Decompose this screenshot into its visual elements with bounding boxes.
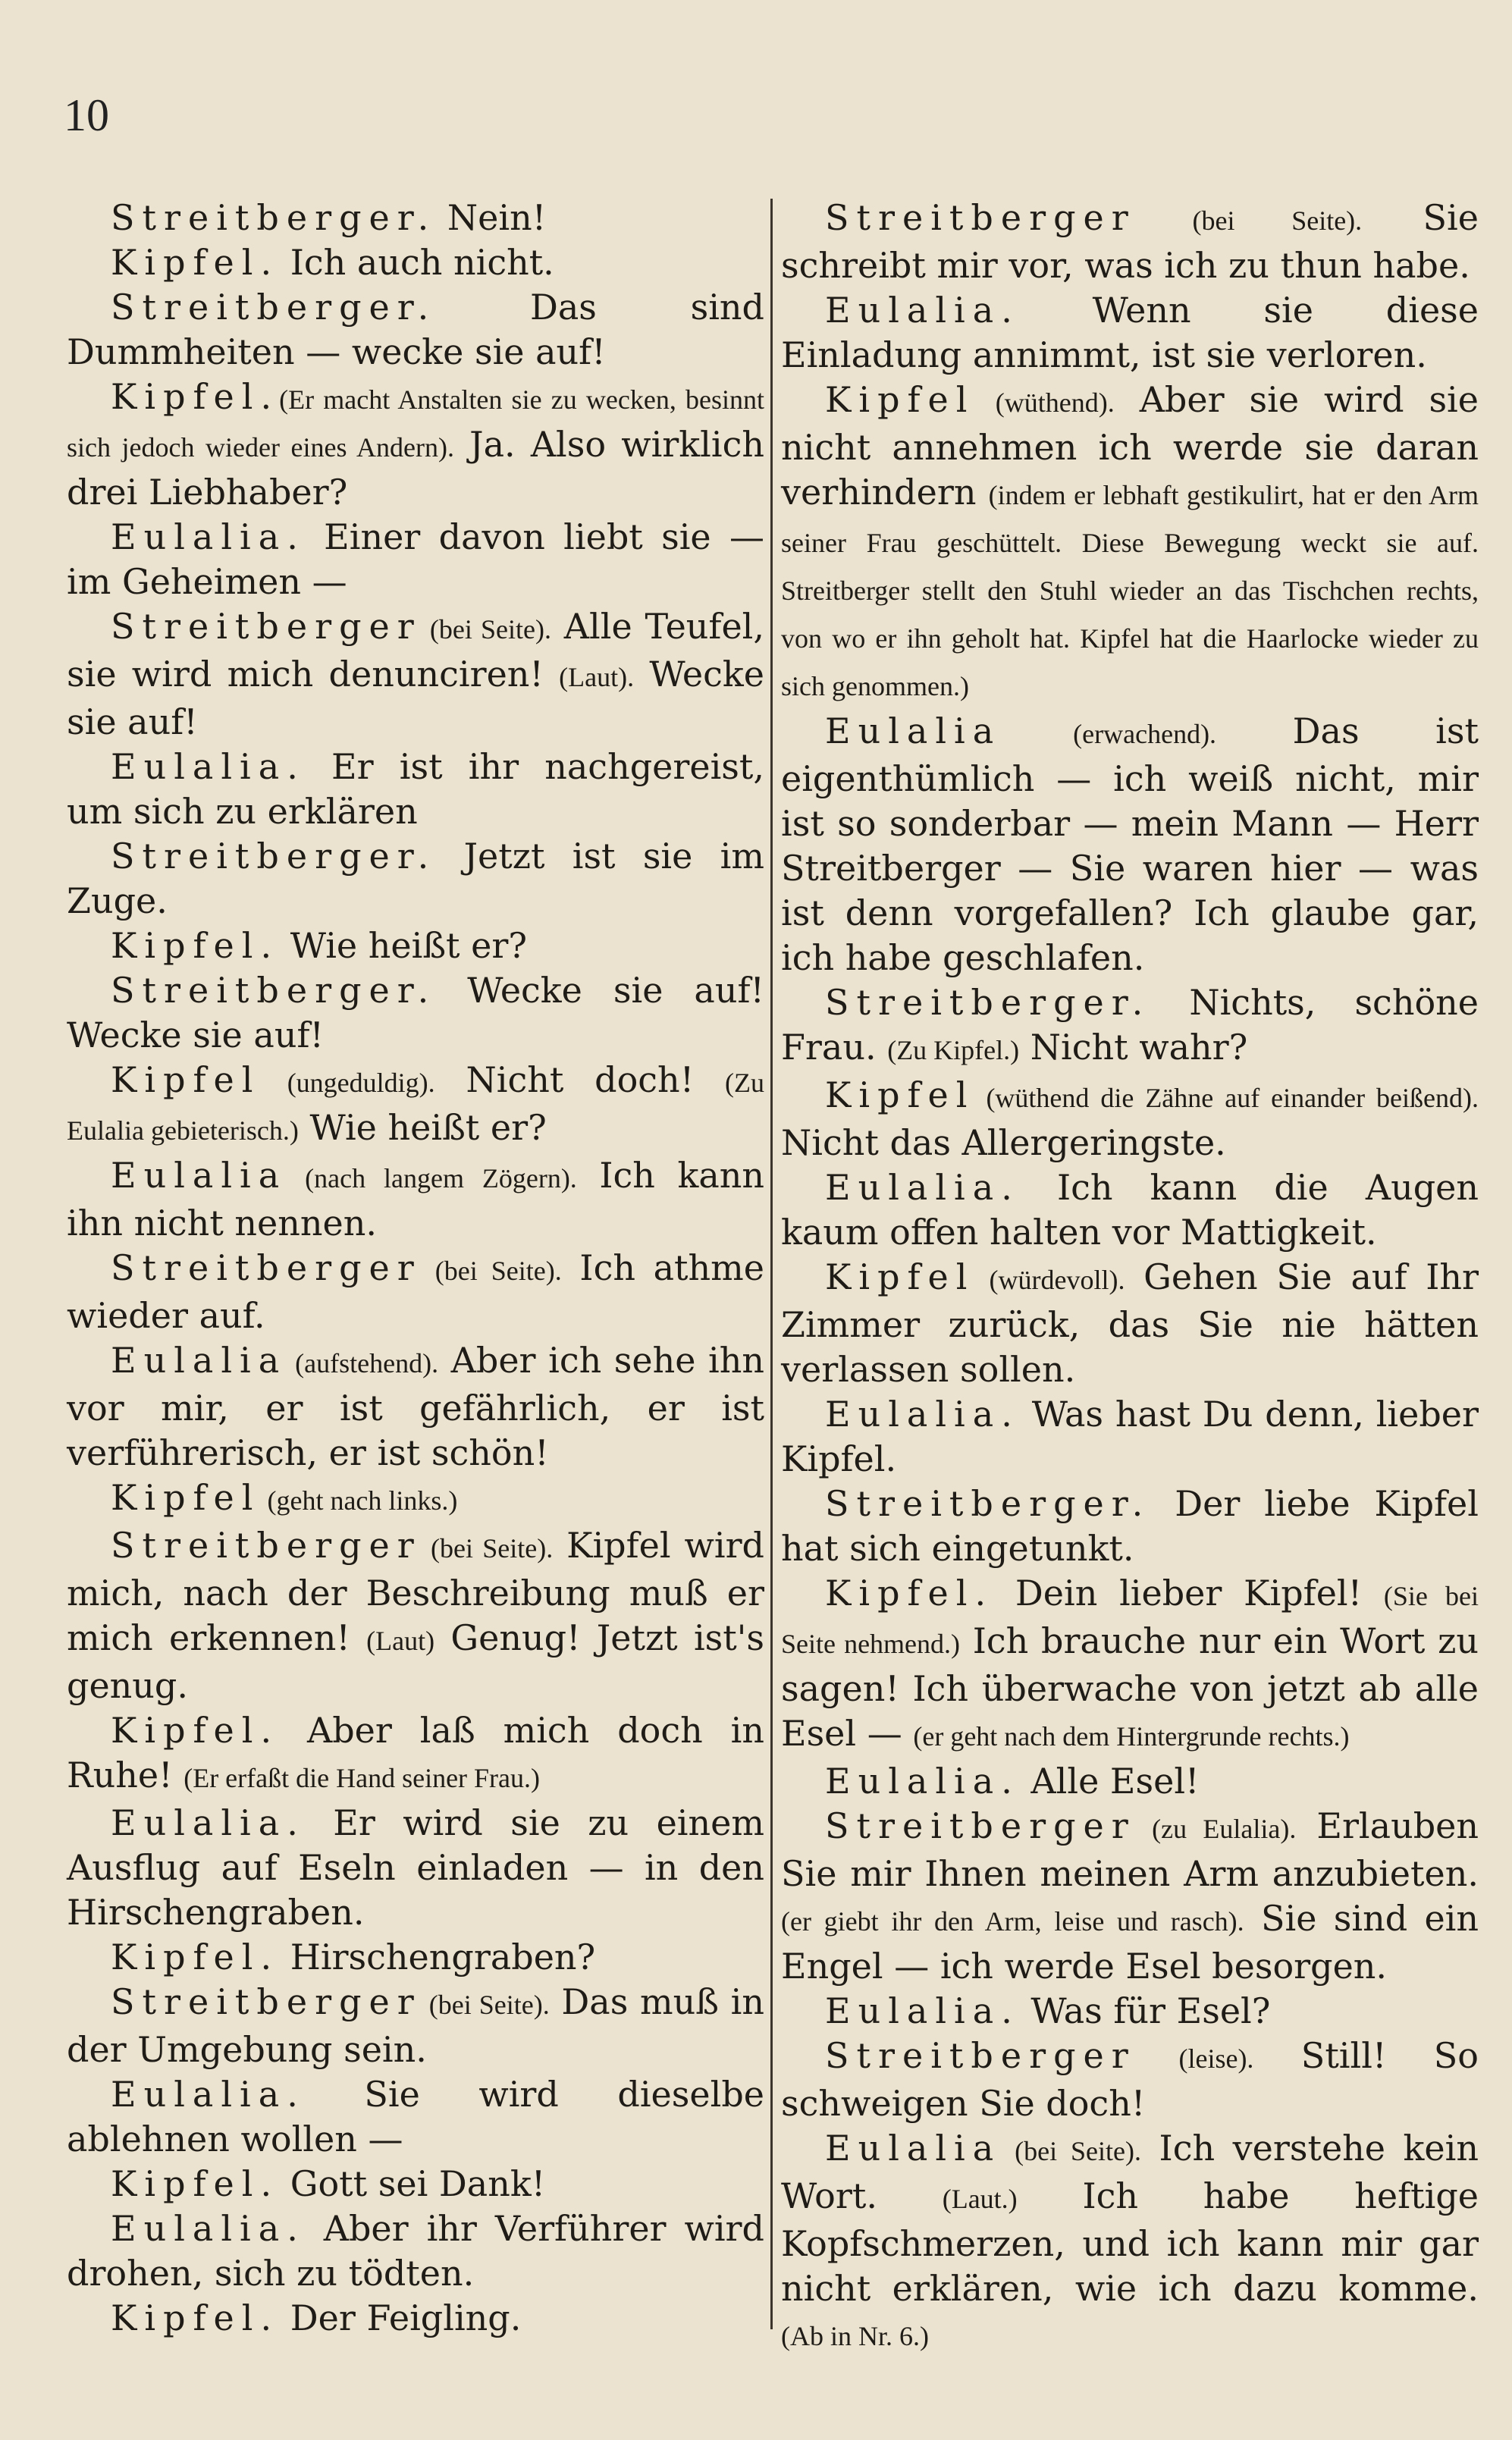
dialogue-text: Ich verstehe kein Wort.	[781, 2128, 1479, 2216]
stage-direction: (Laut.)	[942, 2184, 1018, 2214]
dialogue-text: Also wirklich drei Liebhaber?	[67, 424, 764, 513]
dialogue-paragraph	[67, 2162, 764, 2206]
speaker-name: Streitberger.	[111, 197, 437, 238]
dialogue-text: Nein!	[436, 197, 547, 238]
dialogue-text: Gehen Sie auf Ihr Zimmer zurück, das Sie nie hätten verlassen sollen.	[781, 1256, 1479, 1390]
stage-direction: (Laut)	[366, 1626, 435, 1656]
dialogue-text: Ich kann die Augen kaum offen halten vor Mattigkeit.	[781, 1167, 1479, 1253]
speaker-name: Kipfel	[825, 379, 975, 420]
dialogue-text: Alle Teufel, sie wird mich denunciren!	[67, 606, 764, 695]
dialogue-text: Nichts, schöne Frau.	[781, 982, 1479, 1068]
dialogue-paragraph	[781, 1255, 1479, 1392]
dialogue-text: Gott sei Dank!	[279, 2163, 546, 2204]
left-column	[67, 196, 764, 2341]
speaker-name: Eulalia.	[111, 1802, 306, 1843]
speaker-name: Streitberger	[825, 1805, 1136, 1846]
dialogue-text: Wecke sie auf! Wecke sie auf!	[67, 970, 764, 1055]
speaker-name: Streitberger	[111, 1981, 422, 2022]
stage-direction: (bei Seite).	[1001, 2136, 1141, 2166]
dialogue-text: Ich auch nicht.	[279, 242, 554, 283]
dialogue-text: Aber ihr Verführer wird drohen, sich zu tödten.	[67, 2208, 764, 2294]
stage-direction: (leise).	[1135, 2043, 1254, 2074]
stage-direction: (Ab in Nr. 6.)	[781, 2321, 929, 2351]
stage-direction: (Er macht Anstalten sie zu wecken, besinnt sich jedoch wieder eines Andern).	[67, 384, 764, 463]
dialogue-text: Wenn sie diese Einladung annimmt, ist sie verloren.	[781, 290, 1479, 375]
dialogue-paragraph	[67, 2296, 764, 2341]
dialogue-text: Erlauben Sie mir Ihnen meinen Arm anzubieten.	[781, 1805, 1479, 1894]
dialogue-paragraph	[781, 378, 1479, 709]
dialogue-text: Wecke sie auf!	[67, 654, 764, 742]
speaker-name: Eulalia	[825, 2128, 1002, 2169]
speaker-name: Streitberger	[825, 2035, 1136, 2076]
speaker-name: Kipfel.	[825, 1573, 994, 1614]
speaker-name: Streitberger.	[111, 287, 437, 328]
dialogue-text: Alle Esel!	[1019, 1761, 1200, 1802]
dialogue-paragraph	[67, 1801, 764, 1935]
speaker-name: Kipfel.	[111, 2163, 280, 2204]
dialogue-paragraph	[67, 2206, 764, 2296]
dialogue-text: Nicht doch!	[434, 1059, 726, 1100]
dialogue-paragraph	[781, 709, 1479, 980]
dialogue-paragraph	[781, 1392, 1479, 1482]
dialogue-text: Einer davon liebt sie — im Geheimen —	[67, 516, 764, 602]
stage-direction: (bei Seite).	[421, 614, 552, 644]
speaker-name: Eulalia.	[825, 1394, 1020, 1435]
speaker-name: Eulalia.	[111, 516, 306, 557]
dialogue-paragraph	[781, 1804, 1479, 1989]
speaker-name: Eulalia.	[111, 746, 306, 787]
stage-direction: (aufstehend).	[287, 1348, 439, 1378]
dialogue-paragraph	[67, 1708, 764, 1801]
speaker-name: Kipfel.	[111, 376, 280, 417]
dialogue-text: Er ist ihr nachgereist, um sich zu erklären	[67, 746, 764, 832]
stage-direction: (Zu Eulalia gebieterisch.)	[67, 1068, 764, 1146]
dialogue-text: Er wird sie zu einem Ausflug auf Eseln einladen — in den Hirschengraben.	[67, 1802, 764, 1933]
stage-direction: (Zu Kipfel.)	[887, 1035, 1020, 1065]
dialogue-paragraph	[67, 515, 764, 604]
stage-direction: (wüthend).	[974, 387, 1115, 418]
stage-direction: (bei Seite).	[421, 1990, 550, 2020]
dialogue-text: Das ist eigenthümlich — ich weiß nicht, mir ist so sonderbar — mein Mann — Herr Streitberger — Sie waren hier — was ist denn vorgefallen? Ich glaube gar, ich habe geschlafen.	[781, 710, 1479, 978]
speaker-name: Streitberger	[825, 197, 1136, 238]
dialogue-paragraph	[781, 980, 1479, 1073]
dialogue-text: Genug! Jetzt ist's genug.	[67, 1617, 764, 1706]
dialogue-paragraph	[67, 196, 764, 240]
dialogue-paragraph	[67, 1523, 764, 1708]
dialogue-text: Nicht wahr?	[1019, 1027, 1248, 1068]
speaker-name: Kipfel	[111, 1059, 261, 1100]
dialogue-text: Was für Esel?	[1019, 1990, 1271, 2031]
dialogue-paragraph	[67, 604, 764, 745]
dialogue-text: Jetzt ist sie im Zuge.	[67, 836, 764, 921]
page-number: 10	[64, 90, 109, 140]
dialogue-paragraph	[67, 240, 764, 285]
stage-direction: (er giebt ihr den Arm, leise und rasch).	[781, 1906, 1244, 1937]
dialogue-paragraph	[67, 2072, 764, 2162]
speaker-name: Eulalia	[111, 1155, 287, 1196]
speaker-name: Kipfel.	[111, 1710, 280, 1751]
dialogue-text: Ich brauche nur ein Wort zu sagen! Ich überwache von jetzt ab alle Esel —	[781, 1620, 1479, 1754]
dialogue-text: Sie wird dieselbe ablehnen wollen —	[67, 2074, 764, 2159]
speaker-name: Streitberger.	[111, 836, 437, 877]
speaker-name: Eulalia.	[825, 1761, 1020, 1802]
dialogue-text: Wie heißt er?	[279, 925, 528, 966]
dialogue-paragraph	[781, 1989, 1479, 2034]
dialogue-text: Das sind Dummheiten — wecke sie auf!	[67, 287, 764, 372]
dialogue-paragraph	[67, 968, 764, 1058]
stage-direction: (wüthend die Zähne auf einander beißend).	[974, 1083, 1479, 1113]
speaker-name: Streitberger.	[825, 1483, 1151, 1524]
dialogue-text: Nicht das Allergeringste.	[781, 1122, 1226, 1163]
speaker-name: Streitberger.	[111, 970, 437, 1011]
stage-direction: (Laut).	[559, 662, 635, 692]
dialogue-text: Still! So schweigen Sie doch!	[781, 2035, 1479, 2124]
dialogue-paragraph	[67, 745, 764, 834]
dialogue-text: Aber ich sehe ihn vor mir, er ist gefährlich, er ist verführerisch, er ist schön!	[67, 1340, 764, 1473]
dialogue-text: Kipfel wird mich, nach der Beschreibung muß er mich erkennen!	[67, 1525, 764, 1658]
dialogue-text: Was hast Du denn, lieber Kipfel.	[781, 1394, 1479, 1479]
speaker-name: Eulalia.	[825, 1167, 1020, 1208]
dialogue-text: Hirschengraben?	[279, 1937, 596, 1977]
dialogue-paragraph	[781, 1165, 1479, 1255]
dialogue-paragraph	[67, 1476, 764, 1523]
right-column	[781, 196, 1479, 2359]
speaker-name: Eulalia.	[825, 1990, 1020, 2031]
speaker-name: Kipfel	[825, 1256, 975, 1297]
speaker-name: Streitberger	[111, 1247, 422, 1288]
speaker-name: Eulalia.	[825, 290, 1020, 331]
dialogue-paragraph	[781, 2126, 1479, 2359]
speaker-name: Kipfel	[111, 1477, 261, 1518]
dialogue-paragraph	[781, 1759, 1479, 1804]
dialogue-paragraph	[781, 196, 1479, 288]
dialogue-text: Ich habe heftige Kopfschmerzen, und ich kann mir gar nicht erklären, wie ich dazu komme.	[781, 2175, 1479, 2309]
speaker-name: Kipfel	[825, 1074, 975, 1115]
dialogue-paragraph	[67, 1246, 764, 1338]
stage-direction: (Er erfaßt die Hand seiner Frau.)	[184, 1763, 541, 1793]
speaker-name: Eulalia	[825, 710, 1002, 751]
stage-direction: (indem er lebhaft gestikulirt, hat er den Arm seiner Frau geschüttelt. Diese Bewegung weckt sie auf. Streitberger stellt den Stuhl wieder an das Tischchen rechts, von wo er ihn geholt hat. Kipfel hat die Haarlocke wieder zu sich genommen.)	[781, 480, 1479, 701]
stage-direction: (er geht nach dem Hintergrunde rechts.)	[913, 1721, 1350, 1752]
dialogue-text: Wie heißt er?	[298, 1107, 547, 1148]
speaker-name: Streitberger	[111, 1525, 422, 1566]
dialogue-paragraph	[781, 288, 1479, 378]
dialogue-paragraph	[67, 1980, 764, 2072]
dialogue-text: Aber laß mich doch in Ruhe!	[67, 1710, 764, 1796]
speaker-name: Kipfel.	[111, 925, 280, 966]
speaker-name: Streitberger	[111, 606, 422, 647]
speaker-name: Eulalia	[111, 1340, 287, 1381]
stage-direction: (würdevoll).	[974, 1265, 1125, 1295]
stage-direction: (ungeduldig).	[260, 1068, 435, 1098]
dialogue-paragraph	[781, 2034, 1479, 2126]
dialogue-text: Sie sind ein Engel — ich werde Esel besorgen.	[781, 1898, 1479, 1987]
stage-direction: (erwachend).	[1001, 719, 1217, 749]
dialogue-text: Der Feigling.	[279, 2297, 522, 2338]
stage-direction: (bei Seite).	[421, 1533, 554, 1563]
dialogue-paragraph	[67, 924, 764, 968]
dialogue-paragraph	[67, 1935, 764, 1980]
dialogue-paragraph	[67, 285, 764, 375]
dialogue-text: Sie schreibt mir vor, was ich zu thun habe.	[781, 197, 1479, 286]
speaker-name: Kipfel.	[111, 242, 280, 283]
dialogue-paragraph	[67, 1338, 764, 1476]
speaker-name: Eulalia.	[111, 2074, 306, 2115]
dialogue-text: Aber sie wird sie nicht annehmen ich werde sie daran verhindern	[781, 379, 1479, 513]
dialogue-text: Ja.	[454, 424, 531, 465]
stage-direction: (geht nach links.)	[260, 1485, 458, 1516]
column-divider	[770, 199, 773, 2329]
stage-direction: (zu Eulalia).	[1135, 1814, 1297, 1844]
dialogue-text: Das muß in der Umgebung sein.	[67, 1981, 764, 2070]
dialogue-text: Dein lieber Kipfel!	[993, 1573, 1384, 1614]
dialogue-paragraph	[67, 375, 764, 515]
dialogue-text: Ich athme wieder auf.	[67, 1247, 764, 1336]
dialogue-paragraph	[67, 1058, 764, 1153]
speaker-name: Streitberger.	[825, 982, 1151, 1023]
dialogue-paragraph	[67, 834, 764, 924]
stage-direction: (bei Seite).	[421, 1256, 562, 1286]
stage-direction: (nach langem Zögern).	[287, 1163, 577, 1193]
dialogue-paragraph	[67, 1153, 764, 1246]
stage-direction: (Sie bei Seite nehmend.)	[781, 1581, 1479, 1659]
dialogue-text: Ich kann ihn nicht nennen.	[67, 1155, 764, 1244]
dialogue-text: Der liebe Kipfel hat sich eingetunkt.	[781, 1483, 1479, 1569]
stage-direction: (bei Seite).	[1135, 205, 1363, 236]
speaker-name: Kipfel.	[111, 2297, 280, 2338]
speaker-name: Eulalia.	[111, 2208, 306, 2249]
speaker-name: Kipfel.	[111, 1937, 280, 1977]
dialogue-paragraph	[781, 1571, 1479, 1759]
dialogue-paragraph	[781, 1073, 1479, 1165]
dialogue-paragraph	[781, 1482, 1479, 1571]
